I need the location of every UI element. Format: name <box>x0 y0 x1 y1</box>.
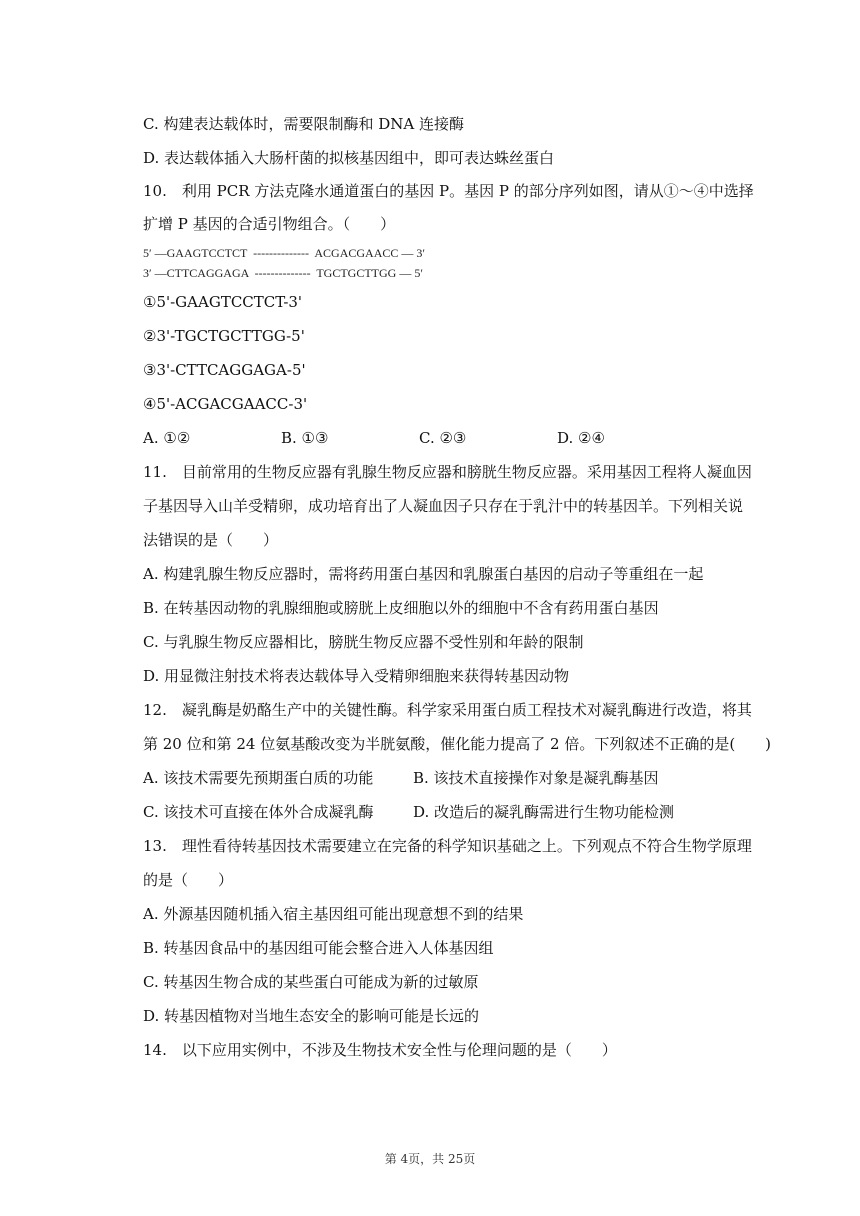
gene-sequence-top-strand: 5′ —GAAGTCCTCT -------------- ACGACGAACC — 3′ <box>143 246 425 260</box>
q11-option-d: D. 用显微注射技术将表达载体导入受精卵细胞来获得转基因动物 <box>143 667 570 685</box>
gene-sequence-bottom-strand: 3′ —CTTCAGGAGA -------------- TGCTGCTTGG — 5′ <box>143 266 423 280</box>
q13-option-b: B. 转基因食品中的基因组可能会整合进入人体基因组 <box>143 939 494 957</box>
q10-stem-line2: 扩增 P 基因的合适引物组合。（ ） <box>143 215 396 233</box>
primer-4: ④5'-ACGACGAACC-3' <box>143 395 308 413</box>
q13-option-c: C. 转基因生物合成的某些蛋白可能成为新的过敏原 <box>143 973 479 991</box>
q10-option-a: A. ①② <box>143 429 191 447</box>
q12-options-row2 <box>143 801 753 823</box>
q10-options <box>143 427 753 449</box>
q12-option-c: C. 该技术可直接在体外合成凝乳酶 <box>143 803 374 821</box>
q14-stem: 14. 以下应用实例中，不涉及生物技术安全性与伦理问题的是（ ） <box>143 1041 617 1059</box>
q10-option-c: C. ②③ <box>419 429 467 447</box>
q10-option-d: D. ②④ <box>557 429 605 447</box>
q11-stem-line1: 11. 目前常用的生物反应器有乳腺生物反应器和膀胱生物反应器。采用基因工程将人凝血因 <box>143 463 752 481</box>
q12-option-a: A. 该技术需要先预期蛋白质的功能 <box>143 769 374 787</box>
q13-option-d: D. 转基因植物对当地生态安全的影响可能是长远的 <box>143 1007 480 1025</box>
q13-option-a: A. 外源基因随机插入宿主基因组可能出现意想不到的结果 <box>143 905 524 923</box>
q11-stem-line2: 子基因导入山羊受精卵，成功培育出了人凝血因子只存在于乳汁中的转基因羊。下列相关说 <box>143 497 744 515</box>
q9-option-c: C. 构建表达载体时，需要限制酶和 DNA 连接酶 <box>143 115 465 133</box>
q11-option-b: B. 在转基因动物的乳腺细胞或膀胱上皮细胞以外的细胞中不含有药用蛋白基因 <box>143 599 659 617</box>
primer-2: ②3'-TGCTGCTTGG-5' <box>143 327 305 345</box>
q10-option-b: B. ①③ <box>281 429 329 447</box>
q10-stem-line1: 10. 利用 PCR 方法克隆水通道蛋白的基因 P。基因 P 的部分序列如图，请从①～④中选择 <box>143 182 754 200</box>
primer-1: ①5'-GAAGTCCTCT-3' <box>143 293 303 311</box>
q13-stem-line2: 的是（ ） <box>143 871 234 889</box>
q12-option-d: D. 改造后的凝乳酶需进行生物功能检测 <box>413 803 675 821</box>
q12-option-b: B. 该技术直接操作对象是凝乳酶基因 <box>413 769 659 787</box>
q13-stem-line1: 13. 理性看待转基因技术需要建立在完备的科学知识基础之上。下列观点不符合生物学原理 <box>143 837 752 855</box>
q12-stem-line1: 12. 凝乳酶是奶酪生产中的关键性酶。科学家采用蛋白质工程技术对凝乳酶进行改造，将其 <box>143 701 752 719</box>
q9-option-d: D. 表达载体插入大肠杆菌的拟核基因组中，即可表达蛛丝蛋白 <box>143 149 555 167</box>
q11-option-c: C. 与乳腺生物反应器相比，膀胱生物反应器不受性别和年龄的限制 <box>143 633 584 651</box>
q11-option-a: A. 构建乳腺生物反应器时，需将药用蛋白基因和乳腺蛋白基因的启动子等重组在一起 <box>143 565 704 583</box>
q12-options-row1 <box>143 767 753 789</box>
q12-stem-line2: 第 20 位和第 24 位氨基酸改变为半胱氨酸，催化能力提高了 2 倍。下列叙述不正确的是( ) <box>143 735 772 753</box>
primer-3: ③3'-CTTCAGGAGA-5' <box>143 361 306 379</box>
q11-stem-line3: 法错误的是（ ） <box>143 531 279 549</box>
page-footer: 第 4页，共 25页 <box>384 1152 476 1166</box>
